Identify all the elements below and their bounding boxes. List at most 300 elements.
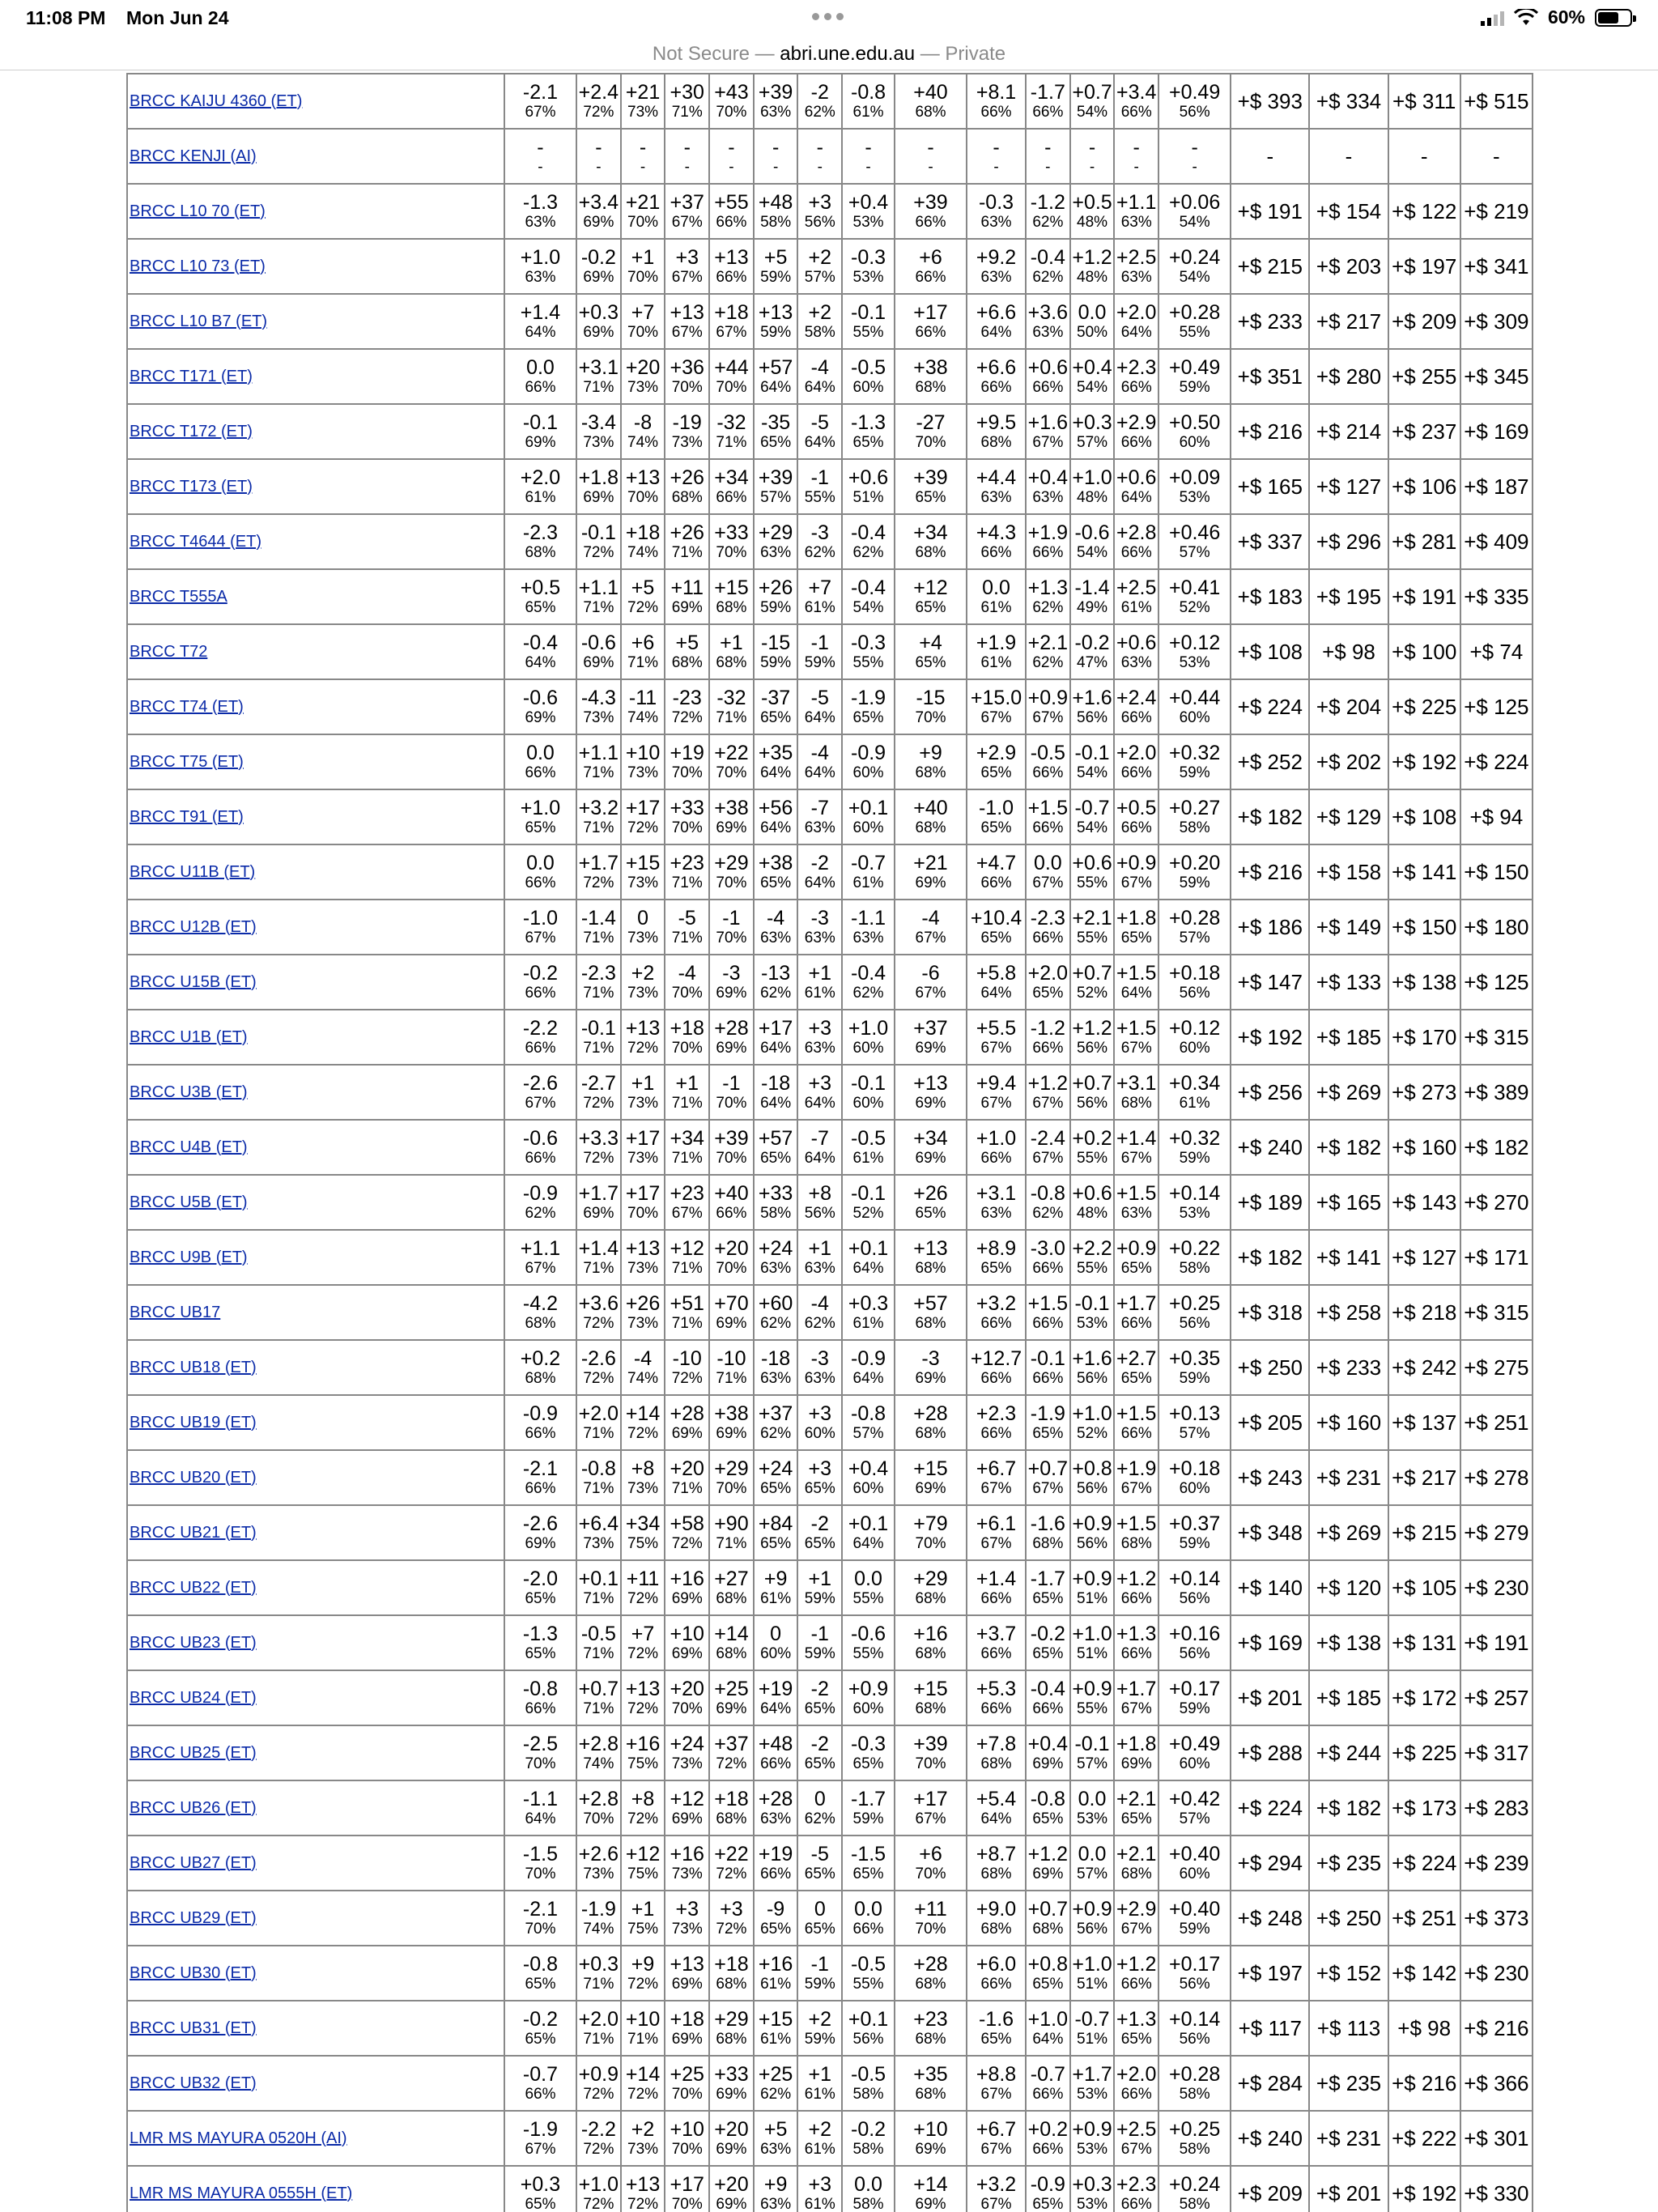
ebv-cell xyxy=(967,1175,1026,1230)
animal-link[interactable]: BRCC UB17 xyxy=(130,1303,221,1321)
table-row xyxy=(127,1285,1533,1340)
ebv-cell xyxy=(576,184,621,239)
ebv-cell xyxy=(967,1780,1026,1836)
ebv-accuracy: 51% xyxy=(852,489,884,506)
ebv-value: 0.0 xyxy=(526,356,555,379)
ebv-value: -0.1 xyxy=(851,1182,886,1205)
animal-link[interactable]: BRCC UB23 (ET) xyxy=(130,1633,257,1652)
ebv-cell xyxy=(576,1065,621,1120)
ebv-accuracy: 65% xyxy=(804,1535,835,1552)
animal-link[interactable]: BRCC KENJI (AI) xyxy=(130,147,257,165)
ebv-accuracy: 65% xyxy=(980,819,1012,836)
ebv-accuracy: 69% xyxy=(671,1425,703,1442)
table-row xyxy=(127,1891,1533,1946)
ebv-cell xyxy=(504,74,576,129)
ebv-value: +16 xyxy=(625,1733,661,1755)
ebv-accuracy: 57% xyxy=(1179,1810,1210,1827)
animal-name-cell xyxy=(127,349,504,404)
ebv-value: +0.9 xyxy=(1116,1237,1157,1260)
ebv-value: +40 xyxy=(913,797,948,819)
ebv-value: +6 xyxy=(919,246,942,269)
index-value-cell: +$ 201 xyxy=(1231,1670,1309,1725)
ebv-cell xyxy=(576,404,621,459)
ebv-cell xyxy=(576,459,621,514)
ebv-value: -1.9 xyxy=(851,687,886,709)
index-value-cell: +$ 345 xyxy=(1460,349,1533,404)
ebv-value: +13 xyxy=(625,1237,661,1260)
ebv-value: - xyxy=(1044,136,1052,159)
ebv-cell xyxy=(967,1395,1026,1450)
ebv-accuracy: 72% xyxy=(627,819,659,836)
ebv-accuracy: 70% xyxy=(716,1150,747,1167)
ebv-accuracy: 71% xyxy=(583,1645,614,1662)
ebv-cell xyxy=(967,459,1026,514)
ebv-accuracy: 62% xyxy=(804,544,835,561)
ebv-accuracy: 74% xyxy=(627,544,659,561)
ebv-value: +0.6 xyxy=(1072,852,1112,874)
animal-name-cell xyxy=(127,239,504,294)
ebv-value: +29 xyxy=(913,1568,948,1590)
ebv-accuracy: 71% xyxy=(583,819,614,836)
ebv-value: -1.1 xyxy=(522,1788,558,1810)
ebv-accuracy: 64% xyxy=(980,985,1012,1002)
ebv-accuracy: 69% xyxy=(583,324,614,341)
ebv-value: +0.1 xyxy=(848,797,889,819)
animal-link[interactable]: BRCC UB22 (ET) xyxy=(130,1578,257,1597)
ebv-accuracy: 70% xyxy=(716,929,747,946)
animal-link[interactable]: BRCC T75 (ET) xyxy=(130,752,244,771)
ebv-value: +20 xyxy=(714,2118,749,2141)
ebv-accuracy: 65% xyxy=(1032,1645,1064,1662)
ebv-cell xyxy=(504,569,576,624)
ebv-accuracy: 71% xyxy=(583,1480,614,1497)
animal-link[interactable]: LMR MS MAYURA 0555H (ET) xyxy=(130,2184,353,2202)
index-value-cell: +$ 309 xyxy=(1460,294,1533,349)
animal-link[interactable]: BRCC UB19 (ET) xyxy=(130,1413,257,1431)
animal-link[interactable]: BRCC UB24 (ET) xyxy=(130,1688,257,1707)
ebv-accuracy: 69% xyxy=(716,1700,747,1717)
ebv-value: -32 xyxy=(716,687,746,709)
ebv-accuracy: 58% xyxy=(852,2086,884,2103)
ebv-value: +26 xyxy=(670,521,704,544)
ebv-value: +1.8 xyxy=(1116,907,1157,929)
animal-link[interactable]: BRCC U12B (ET) xyxy=(130,917,257,936)
address-bar[interactable] xyxy=(0,39,1658,70)
ebv-accuracy: 61% xyxy=(760,1976,792,1993)
animal-link[interactable]: BRCC UB27 (ET) xyxy=(130,1853,257,1872)
ebv-cell xyxy=(797,789,842,844)
ebv-value: +0.46 xyxy=(1168,521,1221,544)
ebv-value: +0.2 xyxy=(1027,2118,1069,2141)
ebv-accuracy: 54% xyxy=(1077,544,1108,561)
ebv-value: +1.7 xyxy=(1116,1678,1157,1700)
ebv-value: +14 xyxy=(625,1402,661,1425)
ebv-accuracy: 60% xyxy=(852,819,884,836)
ebv-accuracy: 63% xyxy=(525,269,556,286)
ebv-cell xyxy=(797,1010,842,1065)
animal-link[interactable]: BRCC U9B (ET) xyxy=(130,1248,248,1266)
ebv-value: -0.9 xyxy=(851,742,886,764)
ebv-value: +0.44 xyxy=(1168,687,1221,709)
ebv-value: +5 xyxy=(675,632,699,654)
ebv-table-viewport[interactable] xyxy=(126,73,1533,2212)
ebv-value: +1.2 xyxy=(1072,246,1112,269)
index-value-cell: +$ 235 xyxy=(1309,2056,1388,2111)
ebv-cell xyxy=(1114,1560,1158,1615)
ebv-cell xyxy=(967,1065,1026,1120)
ebv-value: +44 xyxy=(714,356,749,379)
ebv-value: -4 xyxy=(633,1347,653,1370)
ebv-cell xyxy=(621,1505,665,1560)
ebv-cell xyxy=(754,349,798,404)
animal-link[interactable]: BRCC T74 (ET) xyxy=(130,697,244,716)
index-value-cell: +$ 250 xyxy=(1309,1891,1388,1946)
animal-name-cell xyxy=(127,1615,504,1670)
animal-link[interactable]: BRCC U3B (ET) xyxy=(130,1083,248,1101)
ebv-value: +1.5 xyxy=(1027,1292,1069,1315)
ebv-value: +0.9 xyxy=(1116,852,1157,874)
index-value-cell: +$ 270 xyxy=(1460,1175,1533,1230)
ebv-value: +1.0 xyxy=(1072,1402,1112,1425)
ebv-value: +35 xyxy=(758,742,793,764)
animal-link[interactable]: BRCC T171 (ET) xyxy=(130,367,253,385)
ebv-cell xyxy=(797,1780,842,1836)
index-value-cell: +$ 147 xyxy=(1231,955,1309,1010)
animal-link[interactable]: BRCC T172 (ET) xyxy=(130,422,253,440)
ebv-accuracy: 69% xyxy=(1120,1755,1152,1772)
ebv-cell xyxy=(1070,1560,1115,1615)
ebv-cell xyxy=(665,1065,709,1120)
ebv-cell xyxy=(797,955,842,1010)
ebv-accuracy: 66% xyxy=(1120,1425,1152,1442)
ebv-cell xyxy=(1070,2056,1115,2111)
ebv-value: +0.18 xyxy=(1168,1457,1221,1480)
ebv-cell xyxy=(1114,459,1158,514)
ebv-accuracy: 68% xyxy=(915,1700,946,1717)
animal-link[interactable]: BRCC UB29 (ET) xyxy=(130,1908,257,1927)
animal-link[interactable]: BRCC U15B (ET) xyxy=(130,972,257,991)
index-value-cell: +$ 203 xyxy=(1309,239,1388,294)
ebv-cell xyxy=(665,1891,709,1946)
ebv-cell xyxy=(1070,1175,1115,1230)
ebv-accuracy: 57% xyxy=(1077,1755,1108,1772)
index-value-cell: - xyxy=(1309,129,1388,184)
ebv-cell xyxy=(709,789,754,844)
animal-name-cell xyxy=(127,1230,504,1285)
ebv-cell xyxy=(842,1010,895,1065)
ebv-accuracy: 75% xyxy=(627,1755,659,1772)
animal-link[interactable]: BRCC U4B (ET) xyxy=(130,1138,248,1156)
ebv-accuracy: 72% xyxy=(671,1535,703,1552)
ebv-accuracy: 67% xyxy=(671,1205,703,1222)
ebv-cell xyxy=(504,2166,576,2212)
ebv-accuracy: 66% xyxy=(915,269,946,286)
ebv-accuracy: 64% xyxy=(525,654,556,671)
ebv-value: +17 xyxy=(625,1182,661,1205)
ebv-accuracy: 67% xyxy=(980,2196,1012,2212)
animal-link[interactable]: BRCC UB18 (ET) xyxy=(130,1358,257,1376)
animal-link[interactable]: BRCC UB26 (ET) xyxy=(130,1798,257,1817)
ebv-value: -0.4 xyxy=(1030,246,1065,269)
table-row xyxy=(127,1010,1533,1065)
ebv-value: +8 xyxy=(631,1788,655,1810)
ebv-accuracy: 69% xyxy=(716,985,747,1002)
ebv-cell xyxy=(621,1395,665,1450)
ebv-accuracy: 60% xyxy=(1179,1755,1210,1772)
ebv-accuracy: 68% xyxy=(716,654,747,671)
ebv-value: +0.14 xyxy=(1168,2008,1221,2031)
animal-link[interactable]: BRCC U5B (ET) xyxy=(130,1193,248,1211)
ebv-accuracy: 71% xyxy=(583,1976,614,1993)
ebv-accuracy: 61% xyxy=(525,489,556,506)
ebv-accuracy: 64% xyxy=(525,324,556,341)
ebv-accuracy: 64% xyxy=(804,1150,835,1167)
ebv-cell xyxy=(967,1946,1026,2001)
animal-link[interactable]: BRCC T4644 (ET) xyxy=(130,532,262,551)
ebv-value: -13 xyxy=(761,962,791,985)
ebv-value: -0.6 xyxy=(851,1623,886,1645)
ebv-cell xyxy=(842,349,895,404)
ebv-accuracy: 65% xyxy=(852,434,884,451)
ebv-accuracy: - xyxy=(1133,159,1139,176)
index-value-cell: +$ 224 xyxy=(1388,1836,1460,1891)
ebv-cell xyxy=(895,569,967,624)
ebv-value: +8 xyxy=(808,1182,832,1205)
ebv-cell xyxy=(967,1505,1026,1560)
ebv-accuracy: 58% xyxy=(852,2141,884,2158)
ebv-cell xyxy=(967,569,1026,624)
animal-link[interactable]: BRCC UB30 (ET) xyxy=(130,1963,257,1982)
ebv-accuracy: 63% xyxy=(760,929,792,946)
cellular-signal-icon xyxy=(1481,10,1504,26)
ebv-value: +1 xyxy=(808,1568,832,1590)
ebv-cell xyxy=(621,1120,665,1175)
animal-link[interactable]: BRCC U1B (ET) xyxy=(130,1027,248,1046)
ebv-accuracy: 62% xyxy=(852,544,884,561)
ebv-value: -1.2 xyxy=(1030,191,1065,214)
ebv-value: -2 xyxy=(810,81,829,104)
ebv-accuracy: 67% xyxy=(1032,1150,1064,1167)
ebv-value: +9 xyxy=(763,1568,788,1590)
ebv-accuracy: 64% xyxy=(1032,2031,1064,2048)
tab-overview-dots-icon[interactable] xyxy=(812,13,844,20)
ebv-cell xyxy=(967,74,1026,129)
ebv-cell xyxy=(621,184,665,239)
ebv-value: +23 xyxy=(670,1182,704,1205)
ebv-cell xyxy=(1070,74,1115,129)
ebv-cell xyxy=(754,2166,798,2212)
ebv-value: -0.1 xyxy=(580,521,616,544)
ebv-value: +1.5 xyxy=(1116,962,1157,985)
ebv-accuracy: 70% xyxy=(716,1260,747,1277)
animal-link[interactable]: BRCC UB20 (ET) xyxy=(130,1468,257,1487)
ebv-cell xyxy=(895,349,967,404)
animal-link[interactable]: BRCC KAIJU 4360 (ET) xyxy=(130,91,303,110)
ebv-accuracy: 65% xyxy=(525,2196,556,2212)
ebv-accuracy: 61% xyxy=(804,2196,835,2212)
ebv-accuracy: 63% xyxy=(980,269,1012,286)
index-value-cell: +$ 182 xyxy=(1460,1120,1533,1175)
ebv-accuracy: 60% xyxy=(760,1645,792,1662)
ebv-value: +18 xyxy=(714,1788,749,1810)
animal-link[interactable]: BRCC UB25 (ET) xyxy=(130,1743,257,1762)
ebv-cell xyxy=(842,624,895,679)
ebv-accuracy: 69% xyxy=(716,2141,747,2158)
ebv-cell xyxy=(842,955,895,1010)
ebv-accuracy: 70% xyxy=(915,1865,946,1882)
ebv-cell xyxy=(1158,1450,1231,1505)
ebv-value: +2 xyxy=(631,2118,655,2141)
ebv-value: +6 xyxy=(631,632,655,654)
ebv-cell xyxy=(1026,1780,1070,1836)
ebv-value: +10 xyxy=(625,742,661,764)
ebv-accuracy: 71% xyxy=(671,1480,703,1497)
ebv-cell xyxy=(1158,900,1231,955)
ebv-cell xyxy=(895,1395,967,1450)
ebv-value: +6 xyxy=(919,1843,942,1865)
ebv-value: +1.1 xyxy=(578,742,619,764)
ebv-value: +1.7 xyxy=(578,852,619,874)
ebv-value: +3.1 xyxy=(1116,1072,1157,1095)
ebv-accuracy: 60% xyxy=(1179,1865,1210,1882)
index-value-cell: +$ 201 xyxy=(1309,2166,1388,2212)
ebv-accuracy: 64% xyxy=(525,1810,556,1827)
ebv-accuracy: 70% xyxy=(671,2196,703,2212)
ebv-value: +51 xyxy=(670,1292,704,1315)
animal-name-cell xyxy=(127,2001,504,2056)
animal-link[interactable]: BRCC UB31 (ET) xyxy=(130,2018,257,2037)
ebv-accuracy: 70% xyxy=(716,1095,747,1112)
ebv-accuracy: 70% xyxy=(671,2141,703,2158)
index-value-cell: +$ 138 xyxy=(1388,955,1460,1010)
index-value-cell: +$ 257 xyxy=(1460,1670,1533,1725)
ebv-cell xyxy=(1026,1285,1070,1340)
animal-link[interactable]: BRCC UB21 (ET) xyxy=(130,1523,257,1542)
ebv-cell xyxy=(709,74,754,129)
ebv-value: -0.4 xyxy=(522,632,558,654)
ebv-cell xyxy=(895,1010,967,1065)
ebv-value: -2.6 xyxy=(580,1347,616,1370)
ebv-accuracy: 59% xyxy=(1179,1535,1210,1552)
ebv-value: -1.0 xyxy=(978,797,1014,819)
ebv-cell xyxy=(967,955,1026,1010)
ebv-cell xyxy=(1114,1395,1158,1450)
ebv-accuracy: 67% xyxy=(1032,1480,1064,1497)
ebv-accuracy: 68% xyxy=(716,1976,747,1993)
index-value-cell: +$ 169 xyxy=(1460,404,1533,459)
animal-link[interactable]: LMR MS MAYURA 0520H (AI) xyxy=(130,2129,347,2147)
ebv-cell xyxy=(1114,1615,1158,1670)
ebv-value: +1.9 xyxy=(1027,521,1069,544)
ebv-value: +0.24 xyxy=(1168,246,1221,269)
ebv-cell xyxy=(754,2001,798,2056)
animal-link[interactable]: BRCC T555A xyxy=(130,587,227,606)
ebv-cell xyxy=(621,789,665,844)
ebv-value: +39 xyxy=(913,191,948,214)
ebv-accuracy: 65% xyxy=(804,1700,835,1717)
ebv-cell xyxy=(576,74,621,129)
ebv-value: -1 xyxy=(722,907,741,929)
animal-link[interactable]: BRCC T173 (ET) xyxy=(130,477,253,496)
ebv-value: +3 xyxy=(808,1457,832,1480)
ebv-accuracy: 73% xyxy=(627,2141,659,2158)
animal-link[interactable]: BRCC L10 73 (ET) xyxy=(130,257,266,275)
ebv-cell xyxy=(797,459,842,514)
animal-link[interactable]: BRCC L10 B7 (ET) xyxy=(130,312,268,330)
ebv-accuracy: 62% xyxy=(804,1810,835,1827)
ebv-value: -2.2 xyxy=(580,2118,616,2141)
ebv-accuracy: 55% xyxy=(1077,874,1108,891)
ebv-accuracy: 62% xyxy=(852,985,884,1002)
ebv-value: -1 xyxy=(722,1072,741,1095)
ebv-value: +0.6 xyxy=(1116,466,1157,489)
ebv-accuracy: 70% xyxy=(716,379,747,396)
ebv-cell xyxy=(1114,844,1158,900)
ebv-accuracy: 53% xyxy=(1077,1315,1108,1332)
animal-link[interactable]: BRCC T91 (ET) xyxy=(130,807,244,826)
ebv-value: +36 xyxy=(670,356,704,379)
table-row xyxy=(127,2056,1533,2111)
animal-link[interactable]: BRCC L10 70 (ET) xyxy=(130,202,266,220)
index-value-cell: +$ 169 xyxy=(1231,1615,1309,1670)
ebv-accuracy: 67% xyxy=(980,1095,1012,1112)
ebv-value: -2.1 xyxy=(522,1457,558,1480)
index-value-cell: +$ 191 xyxy=(1231,184,1309,239)
ebv-value: -0.2 xyxy=(1030,1623,1065,1645)
ebv-value: +18 xyxy=(714,301,749,324)
ebv-accuracy: 63% xyxy=(804,929,835,946)
ebv-cell xyxy=(895,1725,967,1780)
ebv-value: +9.2 xyxy=(976,246,1017,269)
ebv-value: +48 xyxy=(758,1733,793,1755)
ebv-cell xyxy=(709,1395,754,1450)
ebv-accuracy: 69% xyxy=(671,1590,703,1607)
animal-link[interactable]: BRCC U11B (ET) xyxy=(130,862,256,881)
table-row xyxy=(127,1946,1533,2001)
ebv-accuracy: 72% xyxy=(627,1590,659,1607)
ebv-value: +90 xyxy=(714,1512,749,1535)
index-value-cell: +$ 186 xyxy=(1231,900,1309,955)
ebv-value: +56 xyxy=(758,797,793,819)
ebv-accuracy: 70% xyxy=(915,709,946,726)
ebv-value: -2 xyxy=(810,1733,829,1755)
index-value-cell: +$ 222 xyxy=(1388,2111,1460,2166)
ebv-value: -2.0 xyxy=(522,1568,558,1590)
ebv-value: +0.9 xyxy=(578,2063,619,2086)
ebv-value: +1 xyxy=(808,962,832,985)
ebv-cell xyxy=(1158,1780,1231,1836)
index-value-cell: +$ 209 xyxy=(1231,2166,1309,2212)
ebv-accuracy: 53% xyxy=(1179,489,1210,506)
ebv-cell xyxy=(1158,1395,1231,1450)
ebv-value: +0.7 xyxy=(578,1678,619,1700)
ebv-accuracy: 60% xyxy=(852,1095,884,1112)
ebv-value: +11 xyxy=(670,576,704,599)
ebv-accuracy: 59% xyxy=(804,654,835,671)
animal-link[interactable]: BRCC UB32 (ET) xyxy=(130,2074,257,2092)
index-value-cell: +$ 248 xyxy=(1231,1891,1309,1946)
ebv-cell xyxy=(709,294,754,349)
ebv-cell xyxy=(1114,1175,1158,1230)
ebv-accuracy: 71% xyxy=(583,985,614,1002)
animal-link[interactable]: BRCC T72 xyxy=(130,642,208,661)
ebv-accuracy: 67% xyxy=(980,1480,1012,1497)
ebv-value: +0.7 xyxy=(1072,1072,1112,1095)
ebv-accuracy: 67% xyxy=(1032,1095,1064,1112)
ebv-cell xyxy=(504,624,576,679)
ebv-accuracy: 66% xyxy=(1120,544,1152,561)
ebv-value: +33 xyxy=(714,521,749,544)
